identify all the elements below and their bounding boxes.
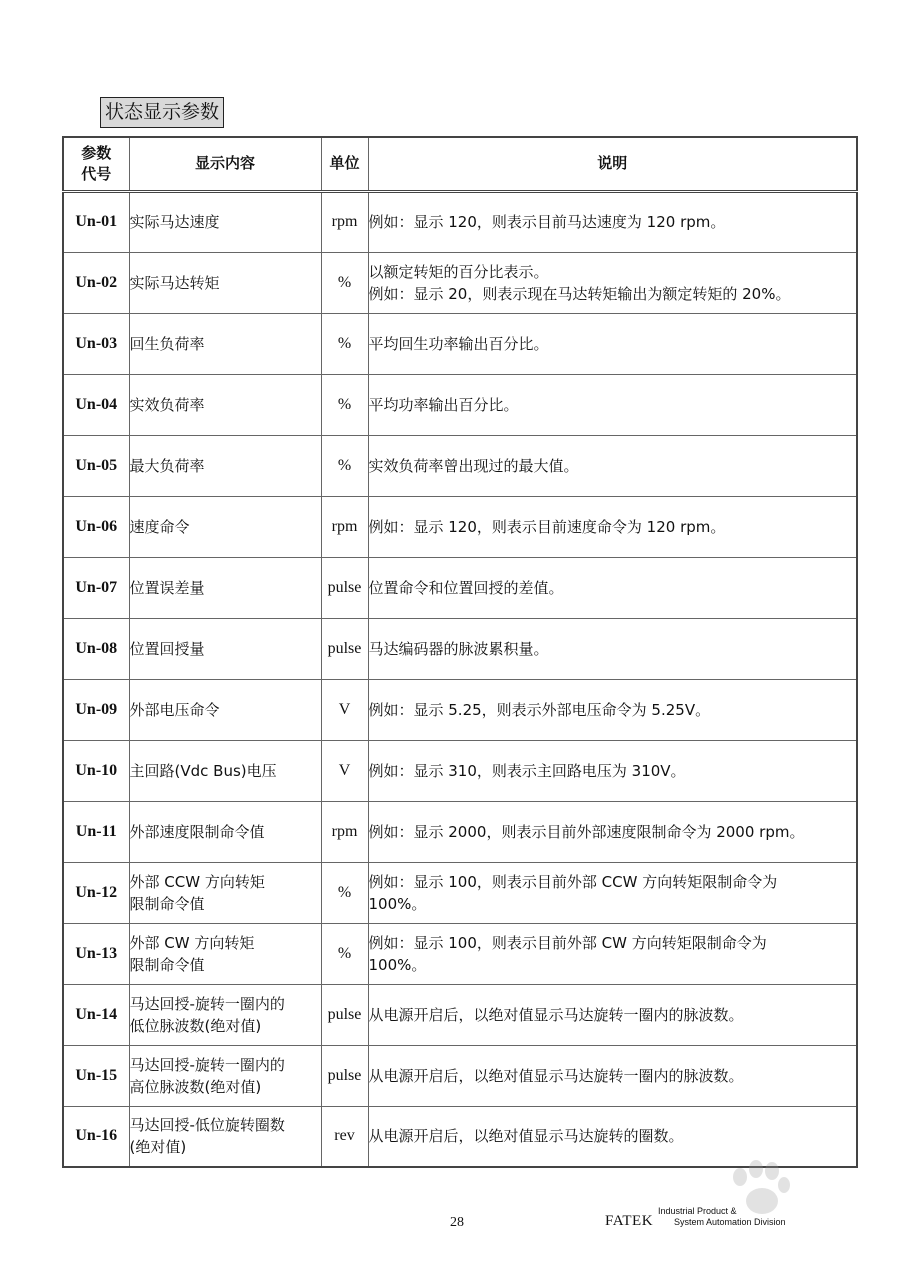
param-description [368, 496, 857, 557]
param-description [368, 740, 857, 801]
param-name [129, 1106, 321, 1167]
param-name-line: 位置回授量 [129, 639, 205, 658]
param-description-line: 100%。 [368, 955, 427, 974]
param-description [368, 923, 857, 984]
param-description-line: 平均回生功率输出百分比。 [368, 334, 549, 353]
param-unit: pulse [321, 557, 368, 618]
param-name [129, 435, 321, 496]
param-code: Un-06 [63, 496, 129, 557]
watermark-paw-icon [640, 1155, 870, 1265]
param-description [368, 313, 857, 374]
table-row [63, 191, 857, 252]
param-name [129, 557, 321, 618]
param-description [368, 862, 857, 923]
param-name [129, 740, 321, 801]
param-name-line: 位置误差量 [129, 578, 205, 597]
param-name-line: 低位脉波数(绝对值) [129, 1016, 262, 1035]
param-description [368, 435, 857, 496]
param-description [368, 801, 857, 862]
param-name [129, 801, 321, 862]
param-name [129, 923, 321, 984]
param-unit: rpm [321, 191, 368, 252]
param-description-line: 位置命令和位置回授的差值。 [368, 578, 564, 597]
param-unit: % [321, 374, 368, 435]
param-code: Un-16 [63, 1106, 129, 1167]
header-code-line: 代号 [81, 164, 112, 183]
param-description-line: 马达编码器的脉波累积量。 [368, 639, 549, 658]
table-row [63, 557, 857, 618]
param-name-line: 限制命令值 [129, 955, 205, 974]
table-row [63, 252, 857, 313]
param-code: Un-13 [63, 923, 129, 984]
division-line-1: Industrial Product & [658, 1206, 737, 1216]
param-unit: % [321, 862, 368, 923]
param-description [368, 618, 857, 679]
param-description-line: 以额定转矩的百分比表示。 [368, 262, 549, 281]
param-description-line: 例如：显示 120，则表示目前马达速度为 120 rpm。 [368, 213, 726, 231]
param-unit: pulse [321, 1045, 368, 1106]
param-description-line: 100%。 [368, 894, 427, 913]
table-row [63, 1045, 857, 1106]
table-row [63, 862, 857, 923]
table-row [63, 801, 857, 862]
param-unit: V [321, 679, 368, 740]
param-name [129, 496, 321, 557]
param-name-line: 实际马达转矩 [129, 273, 220, 292]
param-description [368, 1045, 857, 1106]
param-name-line: 马达回授-旋转一圈内的 [129, 1055, 285, 1074]
param-unit: % [321, 252, 368, 313]
param-description-line: 例如：显示 20，则表示现在马达转矩输出为额定转矩的 20%。 [368, 284, 791, 303]
param-code: Un-15 [63, 1045, 129, 1106]
param-description [368, 679, 857, 740]
table-row [63, 618, 857, 679]
param-name [129, 191, 321, 252]
param-description [368, 984, 857, 1045]
param-unit: pulse [321, 618, 368, 679]
param-name [129, 1045, 321, 1106]
param-unit: % [321, 435, 368, 496]
param-description-line: 例如：显示 100，则表示目前外部 CW 方向转矩限制命令为 [368, 933, 767, 952]
table-row [63, 374, 857, 435]
param-name [129, 313, 321, 374]
param-description [368, 252, 857, 313]
param-description-line: 从电源开启后，以绝对值显示马达旋转一圈内的脉波数。 [368, 1005, 744, 1024]
param-description [368, 191, 857, 252]
table-body [63, 191, 857, 1167]
param-unit: V [321, 740, 368, 801]
param-code: Un-05 [63, 435, 129, 496]
param-description-line: 例如：显示 5.25，则表示外部电压命令为 5.25V。 [368, 700, 711, 719]
param-name-line: 高位脉波数(绝对值) [129, 1077, 262, 1096]
brand-name: FATEK [605, 1213, 654, 1229]
header-unit: 单位 [321, 137, 368, 191]
param-code: Un-08 [63, 618, 129, 679]
param-description-line: 平均功率输出百分比。 [368, 395, 519, 414]
division-line-2: System Automation Division [674, 1217, 786, 1227]
header-name: 显示内容 [129, 137, 321, 191]
page-number: 28 [450, 1215, 464, 1230]
header-desc: 说明 [368, 137, 857, 191]
header-code-line: 参数 [81, 143, 112, 162]
table-row [63, 740, 857, 801]
param-unit: rpm [321, 496, 368, 557]
param-name-line: 最大负荷率 [129, 456, 205, 475]
param-code: Un-12 [63, 862, 129, 923]
param-description-line: 例如：显示 310，则表示主回路电压为 310V。 [368, 761, 686, 780]
param-code: Un-01 [63, 191, 129, 252]
param-name-line: (绝对值) [129, 1138, 187, 1157]
param-name-line: 外部速度限制命令值 [129, 822, 265, 841]
param-description-line: 例如：显示 100，则表示目前外部 CCW 方向转矩限制命令为 [368, 872, 778, 891]
param-code: Un-09 [63, 679, 129, 740]
param-name-line: 回生负荷率 [129, 334, 205, 353]
param-name-line: 外部电压命令 [129, 700, 220, 719]
param-name [129, 252, 321, 313]
param-name-line: 马达回授-旋转一圈内的 [129, 994, 285, 1013]
param-unit: % [321, 923, 368, 984]
param-code: Un-04 [63, 374, 129, 435]
table-row [63, 679, 857, 740]
table-row [63, 923, 857, 984]
param-name [129, 374, 321, 435]
param-code: Un-11 [63, 801, 129, 862]
header-code [63, 137, 129, 191]
param-code: Un-07 [63, 557, 129, 618]
param-name-line: 外部 CCW 方向转矩 [129, 872, 265, 891]
param-code: Un-14 [63, 984, 129, 1045]
param-unit: % [321, 313, 368, 374]
param-name-line: 实效负荷率 [129, 395, 205, 414]
param-code: Un-02 [63, 252, 129, 313]
param-name [129, 862, 321, 923]
param-name-line: 主回路(Vdc Bus)电压 [129, 761, 277, 780]
table-row [63, 435, 857, 496]
param-name-line: 速度命令 [129, 517, 190, 536]
table-row [63, 496, 857, 557]
param-name-line: 限制命令值 [129, 894, 205, 913]
param-name-line: 外部 CW 方向转矩 [129, 933, 255, 952]
param-name [129, 618, 321, 679]
param-description-line: 例如：显示 120，则表示目前速度命令为 120 rpm。 [368, 517, 726, 536]
param-description [368, 374, 857, 435]
table-row [63, 313, 857, 374]
param-name [129, 679, 321, 740]
section-title: 状态显示参数 [100, 97, 224, 128]
param-description-line: 从电源开启后，以绝对值显示马达旋转的圈数。 [368, 1127, 684, 1146]
param-name-line: 马达回授-低位旋转圈数 [129, 1116, 285, 1135]
param-unit: pulse [321, 984, 368, 1045]
param-code: Un-10 [63, 740, 129, 801]
param-name-line: 实际马达速度 [129, 213, 220, 231]
param-code: Un-03 [63, 313, 129, 374]
param-name [129, 984, 321, 1045]
table-row [63, 984, 857, 1045]
param-description-line: 实效负荷率曾出现过的最大值。 [368, 456, 579, 475]
param-description-line: 从电源开启后，以绝对值显示马达旋转一圈内的脉波数。 [368, 1066, 744, 1085]
param-unit: rev [321, 1106, 368, 1167]
param-unit: rpm [321, 801, 368, 862]
param-description-line: 例如：显示 2000，则表示目前外部速度限制命令为 2000 rpm。 [368, 822, 805, 841]
param-description [368, 557, 857, 618]
status-parameter-table [62, 136, 858, 1168]
table-header-row [63, 137, 857, 191]
